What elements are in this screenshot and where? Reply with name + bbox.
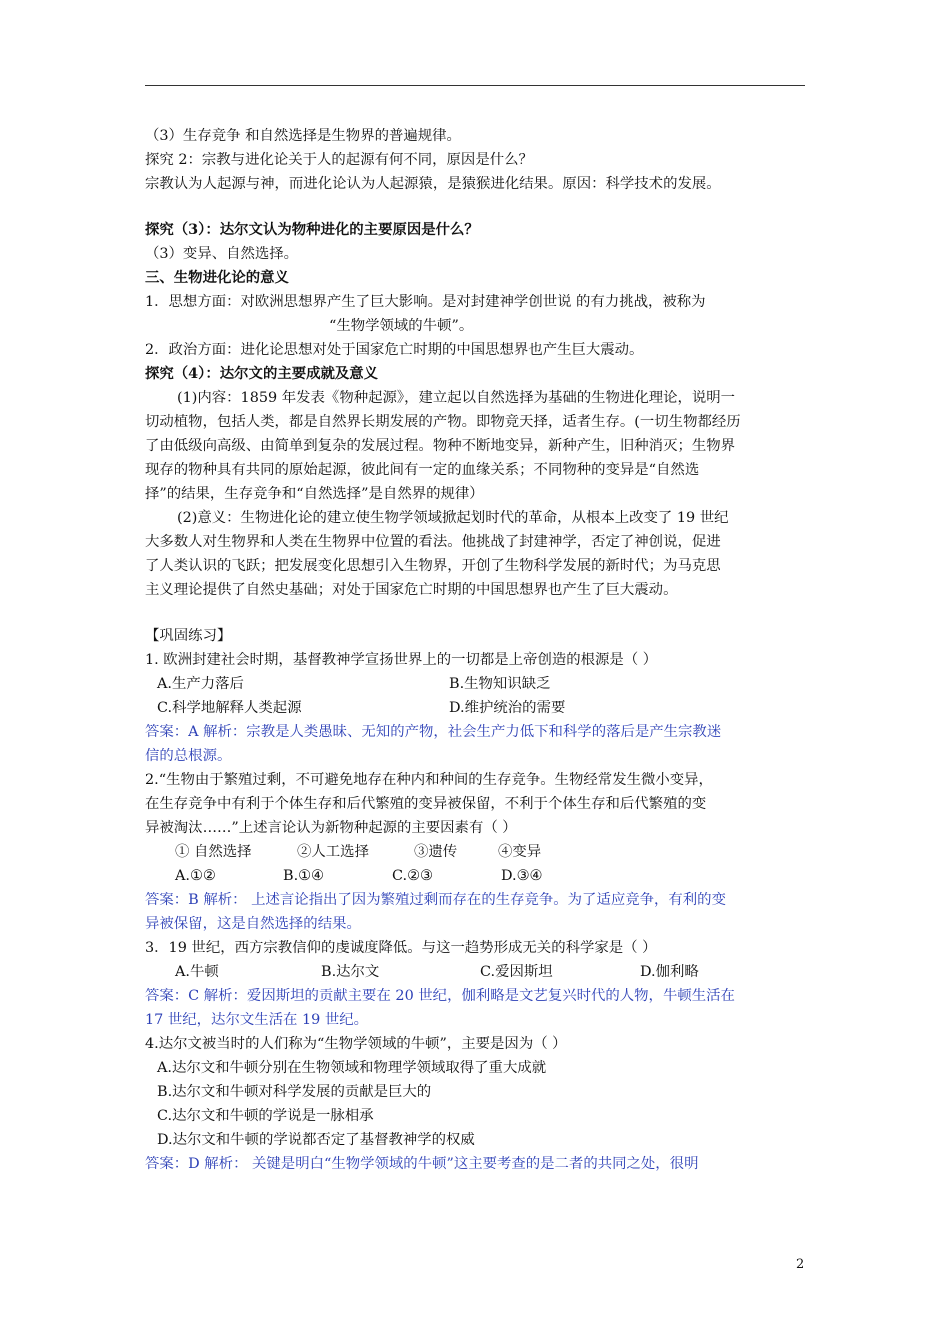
option: C.②③ — [392, 868, 433, 884]
answer-line: 异被保留，这是自然选择的结果。 — [145, 916, 361, 932]
practice-title: 【巩固练习】 — [145, 628, 232, 644]
question-stem: 异被淘汰……”上述言论认为新物种起源的主要因素有（ ） — [145, 820, 517, 836]
option: C.爱因斯坦 — [480, 964, 553, 980]
section-heading: 探究（3）：达尔文认为物种进化的主要原因是什么？ — [145, 221, 479, 238]
paragraph-line: 了由低级向高级、由简单到复杂的发展过程。物种不断地变异，新种产生，旧种消灭；生物界 — [145, 438, 736, 454]
header-rule — [145, 85, 805, 86]
answer-line: 答案：B 解析： 上述言论指出了因为繁殖过剩而存在的生存竞争。为了适应竞争，有利的变 — [145, 892, 726, 908]
question-stem: 2.“生物由于繁殖过剩，不可避免地存在种内和种间的生存竞争。生物经常发生微小变异， — [145, 772, 713, 788]
paragraph-line: 主义理论提供了自然史基础；对处于国家危亡时期的中国思想界也产生了巨大震动。 — [145, 582, 678, 598]
paragraph-line: 切动植物，包括人类，都是自然界长期发展的产物。即物竞天择，适者生存。(一切生物都经历 — [145, 414, 741, 430]
option: A.牛顿 — [175, 964, 219, 980]
paragraph-line: 大多数人对生物界和人类在生物界中位置的看法。他挑战了封建神学，否定了神创说，促进 — [145, 534, 721, 550]
item: ②人工选择 — [297, 844, 369, 860]
paragraph-line: 了人类认识的飞跃；把发展变化思想引入生物界，开创了生物科学发展的新时代；为马克思 — [145, 558, 721, 574]
answer-line: 答案：D 解析： 关键是明白“生物学领域的牛顿”这主要考查的是二者的共同之处，很明 — [145, 1156, 699, 1172]
option-row — [145, 864, 807, 888]
question-stem: 1. 欧洲封建社会时期，基督教神学宣扬世界上的一切都是上帝创造的根源是（ ） — [145, 652, 658, 668]
paragraph-line: 现存的物种具有共同的原始起源，彼此间有一定的血缘关系；不同物种的变异是“自然选 — [145, 462, 700, 478]
document-page — [145, 124, 807, 1176]
option-row — [145, 960, 807, 984]
text-line: （3）变异、自然选择。 — [145, 246, 299, 262]
option: D.达尔文和牛顿的学说都否定了基督教神学的权威 — [157, 1132, 475, 1148]
text-line: 探究 2：宗教与进化论关于人的起源有何不同，原因是什么？ — [145, 152, 533, 168]
answer-line: 17 世纪，达尔文生活在 19 世纪。 — [145, 1012, 369, 1028]
question-stem: 在生存竞争中有利于个体生存和后代繁殖的变异被保留，不利于个体生存和后代繁殖的变 — [145, 796, 707, 812]
answer-line: 信的总根源。 — [145, 748, 232, 764]
option: C.科学地解释人类起源 — [157, 700, 302, 716]
option: D.维护统治的需要 — [449, 700, 566, 716]
answer-line: 答案：A 解析：宗教是人类愚昧、无知的产物，社会生产力低下和科学的落后是产生宗教迷 — [145, 724, 722, 740]
item: ④变异 — [498, 844, 542, 860]
paragraph-line: 择”的结果，生存竞争和“自然选择”是自然界的规律） — [145, 486, 484, 502]
item: ③遗传 — [414, 844, 458, 860]
question-stem: 4.达尔文被当时的人们称为“生物学领域的牛顿”，主要是因为（ ） — [145, 1036, 567, 1052]
option: A.①② — [175, 868, 216, 884]
text-line: 宗教认为人起源与神，而进化论认为人起源猿，是猿猴进化结果。原因：科学技术的发展。 — [145, 176, 721, 192]
option: B.①④ — [283, 868, 324, 884]
section-heading: 三、生物进化论的意义 — [145, 269, 289, 286]
text-line: （3）生存竞争 和自然选择是生物界的普遍规律。 — [145, 128, 461, 144]
page-number: 2 — [796, 1257, 805, 1272]
option-row — [145, 696, 807, 720]
answer-line: 答案：C 解析：爱因斯坦的贡献主要在 20 世纪，伽利略是文艺复兴时代的人物，牛顿生活在 — [145, 988, 735, 1004]
option: B.生物知识缺乏 — [449, 676, 551, 692]
option-row — [145, 672, 807, 696]
option: A.生产力落后 — [157, 676, 244, 692]
section-heading: 探究（4）：达尔文的主要成就及意义 — [145, 365, 379, 382]
option: A.达尔文和牛顿分别在生物领域和物理学领域取得了重大成就 — [157, 1060, 547, 1076]
option: B.达尔文和牛顿对科学发展的贡献是巨大的 — [157, 1084, 432, 1100]
paragraph-line: (1)内容：1859 年发表《物种起源》，建立起以自然选择为基础的生物进化理论，说明一 — [177, 390, 736, 406]
item: ① 自然选择 — [175, 844, 252, 860]
option: B.达尔文 — [321, 964, 380, 980]
option: D.③④ — [501, 868, 543, 884]
text-line: 1．思想方面：对欧洲思想界产生了巨大影响。是对封建神学创世说 的有力挑战，被称为 — [145, 294, 706, 310]
option: C.达尔文和牛顿的学说是一脉相承 — [157, 1108, 374, 1124]
item-row — [145, 840, 807, 864]
question-stem: 3．19 世纪，西方宗教信仰的虔诚度降低。与这一趋势形成无关的科学家是（ ） — [145, 940, 657, 956]
text-line: “生物学领域的牛顿”。 — [329, 318, 474, 334]
paragraph-line: (2)意义：生物进化论的建立使生物学领域掀起划时代的革命，从根本上改变了 19 世纪 — [177, 510, 729, 526]
text-line: 2．政治方面：进化论思想对处于国家危亡时期的中国思想界也产生巨大震动。 — [145, 342, 644, 358]
option: D.伽利略 — [640, 964, 699, 980]
